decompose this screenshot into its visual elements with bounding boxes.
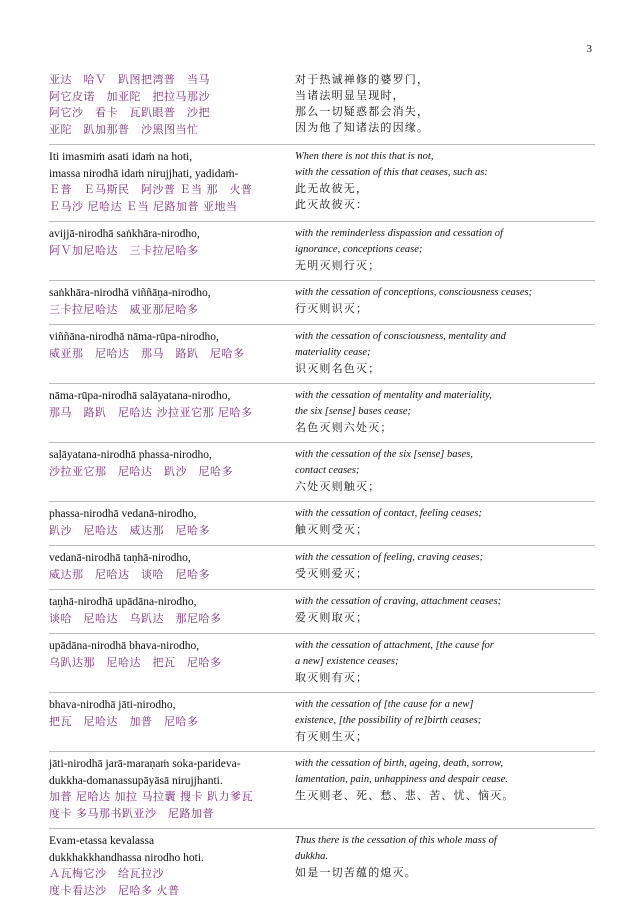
verse-row (49, 545, 595, 589)
transliteration-line: 度卡看达沙 尼哈多 火普 (49, 883, 180, 897)
english-translation-line: When there is not this that is not, (295, 151, 434, 162)
transliteration-line: 威达那 尼哈达 谈哈 尼哈多 (49, 567, 210, 581)
english-translation-line: ignorance, conceptions cease; (295, 244, 423, 255)
pali-line: saḷāyatana-nirodhā phassa-nirodho, (49, 449, 212, 461)
transliteration-line: 加普 尼哈达 加拉 马拉囊 搜卡 趴力爹瓦 (49, 790, 253, 803)
transliteration-line: Ｅ马沙 尼哈达 Ｅ当 尼路加普 亚地当 (49, 199, 238, 213)
pali-line: imassa nirodhā idaṁ nirujjhati, yadidaṁ- (49, 167, 239, 180)
english-translation-line: with the cessation of contact, feeling ceases; (295, 508, 482, 519)
verse-row (49, 751, 595, 828)
chinese-verse-line: 因为他了知诸法的因缘。 (295, 121, 430, 134)
translation-column (295, 149, 595, 215)
source-column (49, 149, 287, 215)
pali-line: nāma-rūpa-nirodhā salāyatana-nirodho, (49, 390, 231, 402)
translation-column (295, 72, 595, 138)
source-column (49, 285, 287, 318)
pali-line: taṇhā-nirodhā upādāna-nirodho, (49, 596, 197, 608)
translation-column (295, 638, 595, 686)
verse-row (49, 442, 595, 501)
chinese-translation-line: 六处灭则触灭； (295, 480, 381, 493)
verse-row (49, 828, 595, 905)
transliteration-line: 三卡拉尼哈达 威亚那尼哈多 (49, 302, 199, 316)
source-column (49, 756, 287, 822)
english-translation-line: with the cessation of attachment, [the cause for (295, 640, 494, 651)
pali-line: Iti imasmiṁ asati idaṁ na hoti, (49, 151, 193, 163)
english-translation-line: contact ceases; (295, 465, 360, 476)
transliteration-line: 度卡 多马那书趴亚沙 尼路加普 (49, 806, 214, 820)
verse-row (49, 501, 595, 545)
source-column (49, 697, 287, 745)
source-column (49, 226, 287, 274)
chinese-translation-line: 取灭则有灭； (295, 671, 369, 684)
verse-row (49, 72, 595, 144)
chinese-translation-line: 无明灭则行灭； (295, 259, 381, 272)
chinese-translation-line: 如是一切苦蕴的熄灭。 (295, 866, 417, 879)
source-column (49, 638, 287, 686)
chinese-translation-line: 名色灭则六处灭； (295, 421, 393, 434)
english-translation-line: with the cessation of craving, attachment ceases; (295, 596, 502, 607)
transliteration-line: 乌趴达那 尼哈达 把瓦 尼哈多 (49, 655, 222, 669)
english-translation-line: existence, [the possibility of re]birth ceases; (295, 715, 482, 726)
translation-column (295, 226, 595, 274)
english-translation-line: Thus there is the cessation of this whole mass of (295, 835, 497, 846)
transliteration-line: 威亚那 尼哈达 那马 路趴 尼哈多 (49, 346, 245, 360)
chinese-translation-line: 触灭则受灭； (295, 523, 369, 536)
english-translation-line: with the cessation of this that ceases, such as: (295, 167, 488, 178)
chinese-translation-line: 此无故彼无， (295, 182, 369, 195)
translation-column (295, 506, 595, 539)
verse-table (49, 72, 595, 905)
pali-line: Evam-etassa kevalassa (49, 835, 155, 847)
translation-column (295, 697, 595, 745)
pali-line: saṅkhāra-nirodhā viññāṇa-nirodho, (49, 287, 211, 299)
translation-column (295, 285, 595, 318)
verse-row (49, 383, 595, 442)
pali-line: viññāna-nirodhā nāma-rūpa-nirodho, (49, 331, 219, 343)
english-translation-line: with the cessation of [the cause for a new] (295, 699, 474, 710)
source-column (49, 329, 287, 377)
verse-row (49, 589, 595, 633)
english-translation-line: materiality cease; (295, 347, 371, 358)
verse-row (49, 280, 595, 324)
translation-column (295, 388, 595, 436)
source-column (49, 833, 287, 899)
english-translation-line: with the cessation of consciousness, mentality and (295, 331, 506, 342)
source-column (49, 72, 287, 138)
translation-column (295, 447, 595, 495)
pali-line: avijjā-nirodhā saṅkhāra-nirodho, (49, 228, 200, 240)
translation-column (295, 833, 595, 899)
source-column (49, 388, 287, 436)
pali-line: upādāna-nirodhā bhava-nirodho, (49, 640, 200, 652)
chinese-translation-line: 生灭则老、死、愁、悲、苦、忧、恼灭。 (295, 789, 515, 802)
english-translation-line: with the cessation of conceptions, consciousness ceases; (295, 287, 533, 298)
chinese-verse-line: 对于热诚禅修的婆罗门， (295, 73, 430, 86)
transliteration-line: 谈哈 尼哈达 乌趴达 那尼哈多 (49, 611, 222, 625)
english-translation-line: with the cessation of mentality and materiality, (295, 390, 492, 401)
translation-column (295, 756, 595, 822)
transliteration-line: Ｅ普 Ｅ马斯民 阿沙普 Ｅ当 那 火普 (49, 183, 253, 196)
chinese-translation-line: 受灭则爱灭； (295, 567, 369, 580)
pali-line: dukkhakkhandhassa nirodho hoti. (49, 851, 204, 864)
pali-line: bhava-nirodhā jāti-nirodho, (49, 699, 176, 711)
translation-column (295, 550, 595, 583)
transliteration-line: Ａ瓦梅它沙 给瓦拉沙 (49, 867, 164, 880)
english-translation-line: with the cessation of the six [sense] bases, (295, 449, 473, 460)
page-number: 3 (586, 43, 592, 55)
source-column (49, 447, 287, 495)
pali-line: dukkha-domanassupāyāsā nirujjhanti. (49, 774, 223, 787)
english-translation-line: the six [sense] bases cease; (295, 406, 412, 417)
transliteration-line: 那马 路趴 尼哈达 沙拉亚它那 尼哈多 (49, 405, 253, 419)
chinese-translation-line: 此灭故彼灭： (295, 198, 369, 211)
verse-row (49, 324, 595, 383)
english-translation-line: a new] existence ceases; (295, 656, 399, 667)
english-translation-line: with the cessation of feeling, craving ceases; (295, 552, 484, 563)
english-translation-line: lamentation, pain, unhappiness and despair cease. (295, 774, 508, 785)
transliteration-line: 阿它皮诺 加亚陀 把拉马那沙 (49, 89, 210, 103)
transliteration-line: 把瓦 尼哈达 加普 尼哈多 (49, 714, 199, 728)
transliteration-line: 阿Ｖ加尼哈达 三卡拉尼哈多 (49, 243, 199, 257)
english-translation-line: dukkha. (295, 851, 328, 862)
pali-line: phassa-nirodhā vedanā-nirodho, (49, 508, 197, 520)
pali-line: vedanā-nirodhā taṇhā-nirodho, (49, 552, 191, 564)
chinese-translation-line: 行灭则识灭； (295, 302, 369, 315)
transliteration-line: 趴沙 尼哈达 威达那 尼哈多 (49, 523, 210, 537)
transliteration-line: 阿它沙 看卡 瓦趴眼普 沙把 (49, 106, 210, 119)
translation-column (295, 329, 595, 377)
verse-row (49, 221, 595, 280)
pali-line: jāti-nirodhā jarā-maraṇaṁ soka-parideva- (49, 758, 241, 770)
source-column (49, 550, 287, 583)
english-translation-line: with the reminderless dispassion and cessation of (295, 228, 503, 239)
chinese-verse-line: 那么一切疑惑都会消失， (295, 105, 430, 118)
chinese-translation-line: 识灭则名色灭； (295, 362, 381, 375)
chinese-translation-line: 有灭则生灭； (295, 730, 369, 743)
transliteration-line: 亚陀 趴加那普 沙黑图当忙 (49, 122, 199, 136)
chinese-verse-line: 当诸法明显呈现时， (295, 89, 405, 102)
translation-column (295, 594, 595, 627)
source-column (49, 594, 287, 627)
verse-row (49, 144, 595, 221)
verse-row (49, 633, 595, 692)
english-translation-line: with the cessation of birth, ageing, death, sorrow, (295, 758, 503, 769)
chinese-translation-line: 爱灭则取灭； (295, 611, 369, 624)
source-column (49, 506, 287, 539)
transliteration-line: 沙拉亚它那 尼哈达 趴沙 尼哈多 (49, 464, 233, 478)
transliteration-line: 亚达 哈Ｖ 趴图把湾普 当马 (49, 73, 210, 86)
verse-row (49, 692, 595, 751)
